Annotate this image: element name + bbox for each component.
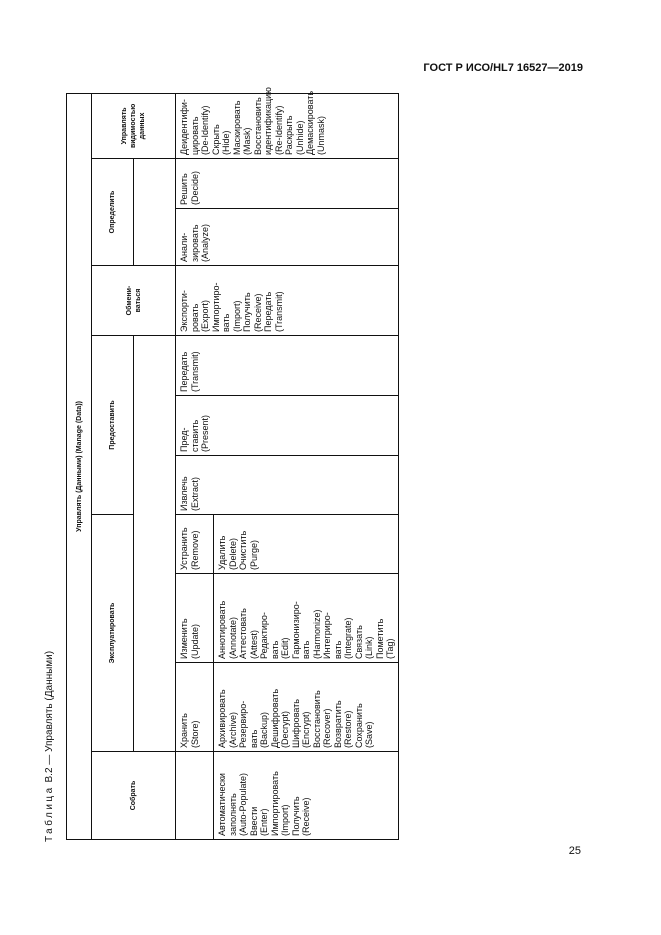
visibility-item-line: (Re-Identify)	[273, 105, 284, 155]
update-item-line: вать	[332, 640, 343, 659]
store-item-line: Шифровать	[290, 699, 301, 748]
exchange-item-line: Экспорти-	[179, 290, 189, 332]
exchange-items	[179, 268, 284, 332]
cell-exchange-items	[176, 266, 399, 336]
exchange-item-line: Передать	[263, 291, 273, 332]
collect-item-line: (Auto-Populate)	[238, 772, 248, 836]
visibility-item-line: (De-Identify)	[200, 105, 210, 155]
visibility-item-line: Восстановить	[252, 97, 263, 155]
store-item-line: вать	[248, 729, 259, 748]
subhead-extract: Извлечь (Extract)	[176, 456, 399, 515]
cell-collect-empty	[176, 752, 214, 840]
update-item-line: вать	[269, 640, 280, 659]
collect-items	[217, 754, 312, 836]
collect-item-line: Автоматически	[217, 773, 227, 836]
update-item-line: Редактиро-	[259, 612, 269, 659]
visibility-item-line: (Unmask)	[315, 115, 326, 155]
update-items	[217, 576, 396, 659]
update-item-line: (Link)	[364, 636, 374, 659]
exchange-item-line: (Transmit)	[273, 291, 284, 332]
store-item-line: Дешифровать	[269, 688, 280, 748]
cell-update-items	[214, 574, 399, 663]
update-item-line: Пометить	[374, 618, 385, 659]
exchange-item-line: (Export)	[200, 299, 210, 332]
update-item-line: Интегриро-	[322, 612, 332, 659]
visibility-item-line: (Unhide)	[294, 120, 305, 155]
subhead-decide: Решить (Decide)	[176, 159, 399, 209]
update-item-line: (Integrate)	[343, 617, 353, 659]
store-item-line: (Archive)	[227, 711, 238, 748]
visibility-items	[179, 87, 326, 155]
remove-item-line: (Purge)	[248, 539, 259, 570]
collect-item-line: заполнять	[227, 793, 238, 836]
header-provide: Предоставить	[92, 336, 134, 515]
header-visibility: Управлять видимостью данных	[92, 93, 176, 158]
update-item-line: вать	[301, 640, 311, 659]
update-item-line: Гармонизиро-	[290, 601, 301, 659]
visibility-item-line: Демаскировать	[305, 90, 315, 155]
exchange-item-line: Импортиро-	[210, 282, 221, 332]
collect-item-line: Импортировать	[269, 771, 280, 836]
subhead-analyze: Анали- зировать (Analyze)	[176, 209, 399, 266]
caption-prefix: Таблица	[44, 785, 55, 842]
exchange-item-line: Получить	[242, 292, 252, 332]
collect-item-line: Получить	[290, 796, 301, 836]
update-item-line: (Annotate)	[227, 616, 238, 659]
remove-item-line: Удалить	[217, 535, 227, 570]
table-caption	[44, 651, 55, 842]
store-item-line: Архивировать	[217, 689, 227, 748]
exchange-item-line: (Import)	[231, 300, 242, 332]
page-number: 25	[568, 845, 581, 857]
visibility-item-line: Раскрыть	[284, 115, 294, 155]
update-item-line: Связать	[353, 625, 364, 659]
visibility-item-line: Деидентифи-	[179, 99, 189, 155]
collect-item-line: (Import)	[280, 804, 290, 836]
collect-item-line: (Receive)	[301, 797, 311, 836]
visibility-item-line: Маскировать	[231, 100, 242, 155]
header-exploit: Эксплуатировать	[92, 515, 134, 752]
visibility-item-line: Скрыть	[210, 124, 221, 155]
subhead-store: Хранить (Store)	[176, 663, 214, 752]
subhead-remove: Устранить (Remove)	[176, 515, 214, 574]
store-item-line: (Decrypt)	[280, 710, 290, 748]
cell-collect-items	[214, 752, 399, 840]
exchange-item-line: вать	[221, 313, 231, 332]
exchange-item-line: (Receive)	[252, 293, 263, 332]
store-item-line: (Restore)	[343, 710, 353, 748]
update-item-line: (Edit)	[280, 637, 290, 659]
visibility-item-line: идентификацию	[263, 87, 273, 155]
header-determine: Определить	[92, 159, 134, 266]
visibility-item-line: (Mask)	[242, 127, 252, 155]
header-collect: Собрать	[92, 752, 176, 840]
cell-remove-items	[214, 515, 399, 574]
visibility-item-line: цировать	[189, 116, 200, 155]
store-item-line: (Recover)	[322, 708, 332, 748]
visibility-item-line: (Hide)	[221, 130, 231, 155]
store-item-line: Восстановить	[311, 690, 322, 748]
manage-data-table	[66, 87, 395, 840]
remove-item-line: (Delete)	[227, 537, 238, 570]
store-item-line: (Save)	[364, 721, 374, 748]
cell-visibility-items	[176, 87, 399, 158]
remove-item-line: Очистить	[238, 530, 248, 570]
document-standard-number: ГОСТ Р ИСО/HL7 16527—2019	[423, 62, 583, 74]
table-title: Управлять (Данными) (Manage (Data))	[67, 93, 92, 839]
store-item-line: (Backup)	[259, 711, 269, 748]
subhead-present: Пред- ставить (Present)	[176, 396, 399, 456]
collect-item-line: Ввести	[248, 806, 259, 836]
exchange-item-line: ровать	[189, 303, 200, 332]
store-item-line: Сохранить	[353, 703, 364, 748]
store-item-line: Резервиро-	[238, 700, 248, 748]
caption-text: В.2 — Управлять (Данными)	[44, 650, 55, 783]
update-item-line: (Harmonize)	[311, 609, 322, 659]
subhead-transmit: Передать (Transmit)	[176, 336, 399, 396]
update-item-line: (Attest)	[248, 629, 259, 659]
update-item-line: Аттестовать	[238, 608, 248, 659]
remove-items	[217, 517, 259, 570]
header-exchange: Обмени- ваться	[92, 266, 176, 336]
store-items	[217, 665, 375, 748]
update-item-line: (Tag)	[385, 638, 395, 659]
subhead-update: Изменить (Update)	[176, 574, 214, 663]
update-item-line: Аннотировать	[217, 600, 227, 659]
store-item-line: (Encrypt)	[301, 711, 311, 748]
collect-item-line: (Enter)	[259, 808, 269, 836]
store-item-line: Возвратить	[332, 700, 343, 748]
cell-store-items	[214, 663, 399, 752]
